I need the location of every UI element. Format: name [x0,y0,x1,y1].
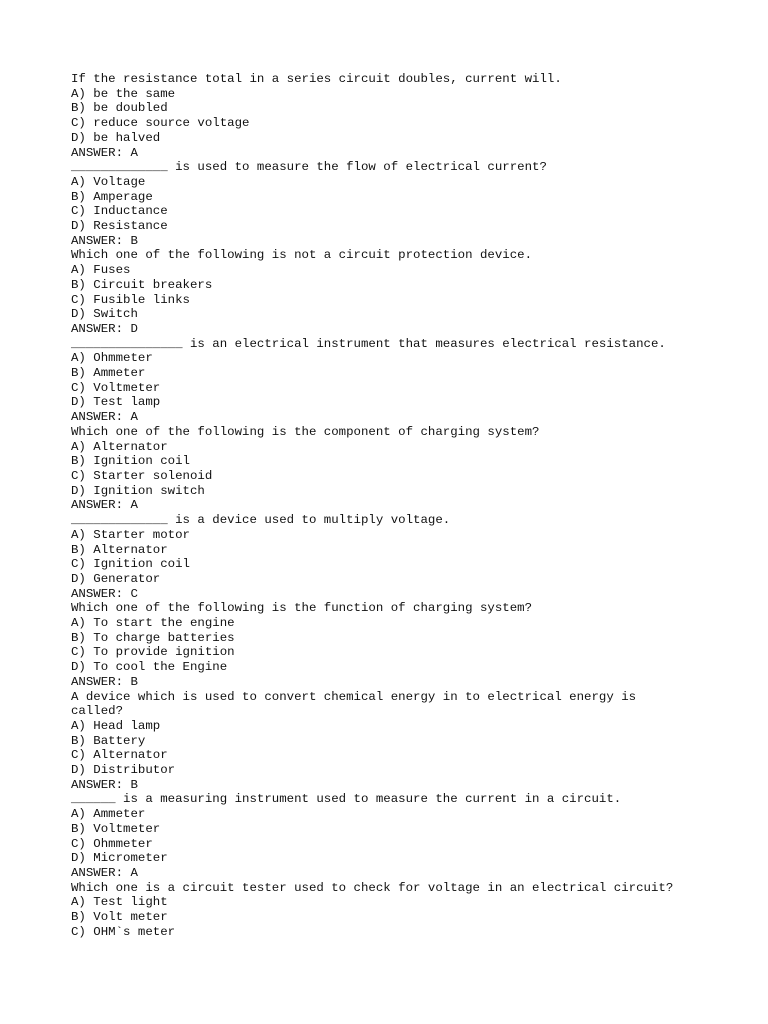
option-a: A) Voltage [71,174,146,189]
option-b: B) Amperage [71,189,153,204]
question-block [71,72,761,160]
option-c: C) Ignition coil [71,557,190,572]
question-text: Which one of the following is not a circuit protection device. [71,248,533,263]
option-d: D) Switch [71,307,138,322]
question-block [71,248,761,336]
option-c: C) Fusible links [71,292,190,307]
option-c: C) To provide ignition [71,645,235,660]
option-d: D) Ignition switch [71,483,205,498]
question-block [71,160,761,248]
option-c: C) Inductance [71,204,168,219]
option-c: C) Starter solenoid [71,468,213,483]
question-text: A device which is used to convert chemical energy in to electrical energy is called? [71,689,644,719]
question-block [71,690,761,793]
option-b: B) be doubled [71,101,168,116]
question-block [71,513,761,601]
question-text: _____________ is a device used to multiply voltage. [71,513,451,528]
option-b: B) Volt meter [71,910,168,925]
document-page [71,72,761,939]
option-b: B) Voltmeter [71,821,161,836]
answer-line: ANSWER: B [71,233,138,248]
option-c: C) Voltmeter [71,380,161,395]
option-a: A) Starter motor [71,527,190,542]
option-b: B) Circuit breakers [71,277,213,292]
question-block [71,337,761,425]
option-d: D) To cool the Engine [71,660,228,675]
option-b: B) Battery [71,733,146,748]
option-c: C) OHM`s meter [71,924,176,939]
answer-line: ANSWER: D [71,321,138,336]
option-b: B) Alternator [71,542,168,557]
option-c: C) Ohmmeter [71,836,153,851]
option-d: D) Distributor [71,763,176,778]
option-a: A) Head lamp [71,718,161,733]
question-text: _____________ is used to measure the flow of electrical current? [71,160,547,175]
answer-line: ANSWER: A [71,410,138,425]
option-a: A) Alternator [71,439,168,454]
question-text: Which one of the following is the function of charging system? [71,601,533,616]
option-d: D) Generator [71,571,161,586]
question-block [71,601,761,689]
option-c: C) reduce source voltage [71,116,250,131]
question-text: Which one of the following is the component of charging system? [71,424,540,439]
question-text: _______________ is an electrical instrument that measures electrical resistance. [71,336,666,351]
question-block [71,792,761,880]
option-a: A) be the same [71,86,176,101]
answer-line: ANSWER: A [71,145,138,160]
option-a: A) Test light [71,895,168,910]
question-block [71,425,761,513]
option-a: A) Ammeter [71,807,146,822]
answer-line: ANSWER: B [71,777,138,792]
question-block [71,881,761,940]
option-d: D) Micrometer [71,851,168,866]
answer-line: ANSWER: A [71,498,138,513]
answer-line: ANSWER: B [71,674,138,689]
option-b: B) Ammeter [71,366,146,381]
option-b: B) Ignition coil [71,454,190,469]
option-c: C) Alternator [71,748,168,763]
answer-line: ANSWER: A [71,865,138,880]
option-a: A) Ohmmeter [71,351,153,366]
option-a: A) Fuses [71,263,131,278]
option-d: D) Resistance [71,219,168,234]
option-d: D) be halved [71,130,161,145]
option-d: D) Test lamp [71,395,161,410]
option-a: A) To start the engine [71,616,235,631]
answer-line: ANSWER: C [71,586,138,601]
option-b: B) To charge batteries [71,630,235,645]
question-text: If the resistance total in a series circuit doubles, current will. [71,72,562,86]
question-text: ______ is a measuring instrument used to measure the current in a circuit. [71,792,622,807]
question-text: Which one is a circuit tester used to check for voltage in an electrical circuit? [71,880,674,895]
